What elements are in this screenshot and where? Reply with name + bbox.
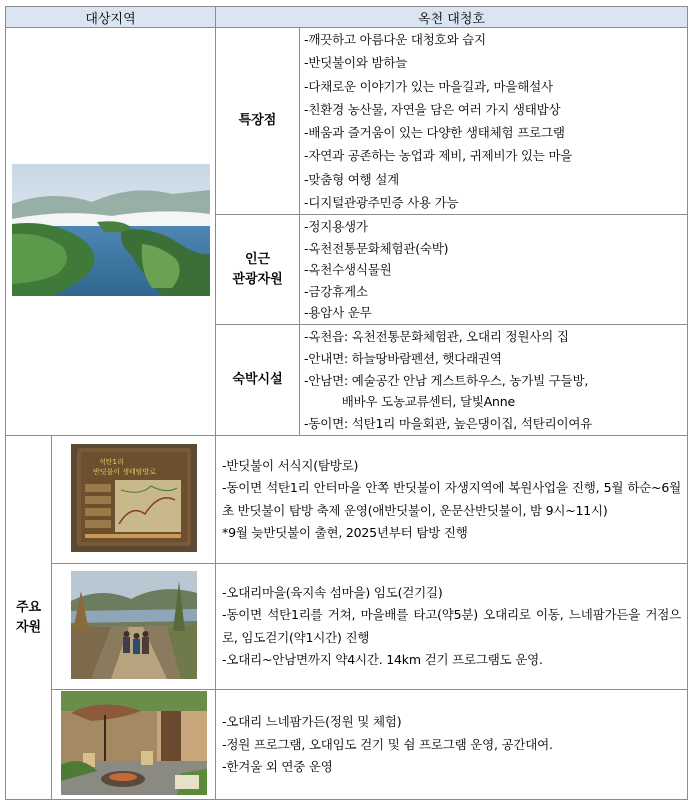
sign-title-line1: 석탄1리 [98,457,124,466]
features-label: 특장점 [216,28,300,215]
resource-2-text [216,564,688,690]
lodging-line: -안내면: 하늘땅바람펜션, 햇다래권역 [304,350,502,366]
lodging-line: -안남면: 예술공간 안남 게스트하우스, 농가빌 구들방, [304,372,589,388]
resource-3-line: -한겨울 외 연중 운영 [222,759,333,775]
resource-row-1 [6,436,688,564]
nearby-label-line1: 인근 [244,251,271,267]
features-line: -친환경 농산물, 자연을 담은 여러 가지 생태밥상 [304,101,561,117]
features-row [6,28,688,215]
features-line: -디지털관광주민증 사용 가능 [304,195,459,211]
walking-trail-photo [71,571,197,679]
resource-3-line: -오대리 느네팜가든(정원 및 체험) [222,713,402,729]
nearby-label [216,215,300,325]
features-line: -다채로운 이야기가 있는 마을길과, 마을해설사 [304,78,553,94]
lodging-line: 배바우 도농교류센터, 달빛Anne [304,394,515,410]
nearby-line: -용암사 운무 [304,305,372,321]
resource-3-text [216,690,688,800]
main-resources-label [6,436,52,800]
resource-2-line: -동이면 석탄1리를 거쳐, 마을배를 타고(약5분) 오대리로 이동, 느네팜가든을 거점으로, 임도걷기(약1시간) 진행 [222,607,682,645]
nearby-label-line2: 관광자원 [232,271,283,287]
resource-1-text [216,436,688,564]
nearby-list [300,215,688,325]
main-resources-label-line2: 자원 [15,619,42,635]
features-line: -맞춤형 여행 설계 [304,171,399,187]
lodging-list [300,325,688,436]
resource-1-line: -동이면 석탄1리 안터마을 안쪽 반딧불이 자생지역에 복원사업을 진행, 5월 하순~6월 초 반딧불이 탐방 축제 운영(애반딧불이, 운문산반딧불이, 밤 9시~11시) [222,480,682,518]
header-target-area: 대상지역 [6,7,216,28]
sign-title-line2: 반딧불이 생태탐방로 [92,467,156,476]
lake-photo [12,164,210,296]
lodging-line: -옥천읍: 옥천전통문화체험관, 오대리 정원사의 집 [304,329,569,345]
resource-3-line: -정원 프로그램, 오대임도 걷기 및 쉼 프로그램 운영, 공간대여. [222,736,553,752]
info-table [5,6,688,800]
resource-1-line: *9월 늦반딧불이 출현, 2025년부터 탐방 진행 [222,525,468,541]
header-region-name: 옥천 대청호 [216,7,688,28]
features-line: -깨끗하고 아름다운 대청호와 습지 [304,32,486,47]
features-line: -배움과 즐거움이 있는 다양한 생태체험 프로그램 [304,125,565,141]
features-line: -자연과 공존하는 농업과 제비, 귀제비가 있는 마을 [304,148,573,164]
nearby-line: -옥천수생식물원 [304,262,392,278]
features-list [300,28,688,215]
lodging-line: -동이면: 석탄1리 마을회관, 높은댕이집, 석탄리이여유 [304,415,593,431]
garden-photo-cell [52,690,216,800]
resource-row-3 [6,690,688,800]
firefly-sign-photo-cell [52,436,216,564]
nearby-line: -옥천전통문화체험관(숙박) [304,240,449,256]
firefly-sign-photo [71,444,197,552]
lodging-label: 숙박시설 [216,325,300,436]
nearby-line: -정지용생가 [304,219,368,235]
features-line: -반딧불이와 밤하늘 [304,55,408,71]
resource-1-line: -반딧불이 서식지(탐방로) [222,457,359,473]
walking-trail-photo-cell [52,564,216,690]
header-row [6,7,688,28]
resource-2-line: -오대리마을(육지속 섬마을) 임도(걷기길) [222,584,443,600]
main-resources-label-line1: 주요 [15,599,42,615]
resource-row-2 [6,564,688,690]
resource-2-line: -오대리~안남면까지 약4시간. 14km 걷기 프로그램도 운영. [222,652,543,668]
garden-photo [61,691,207,795]
nearby-line: -금강휴게소 [304,283,368,299]
lake-photo-cell [6,28,216,436]
